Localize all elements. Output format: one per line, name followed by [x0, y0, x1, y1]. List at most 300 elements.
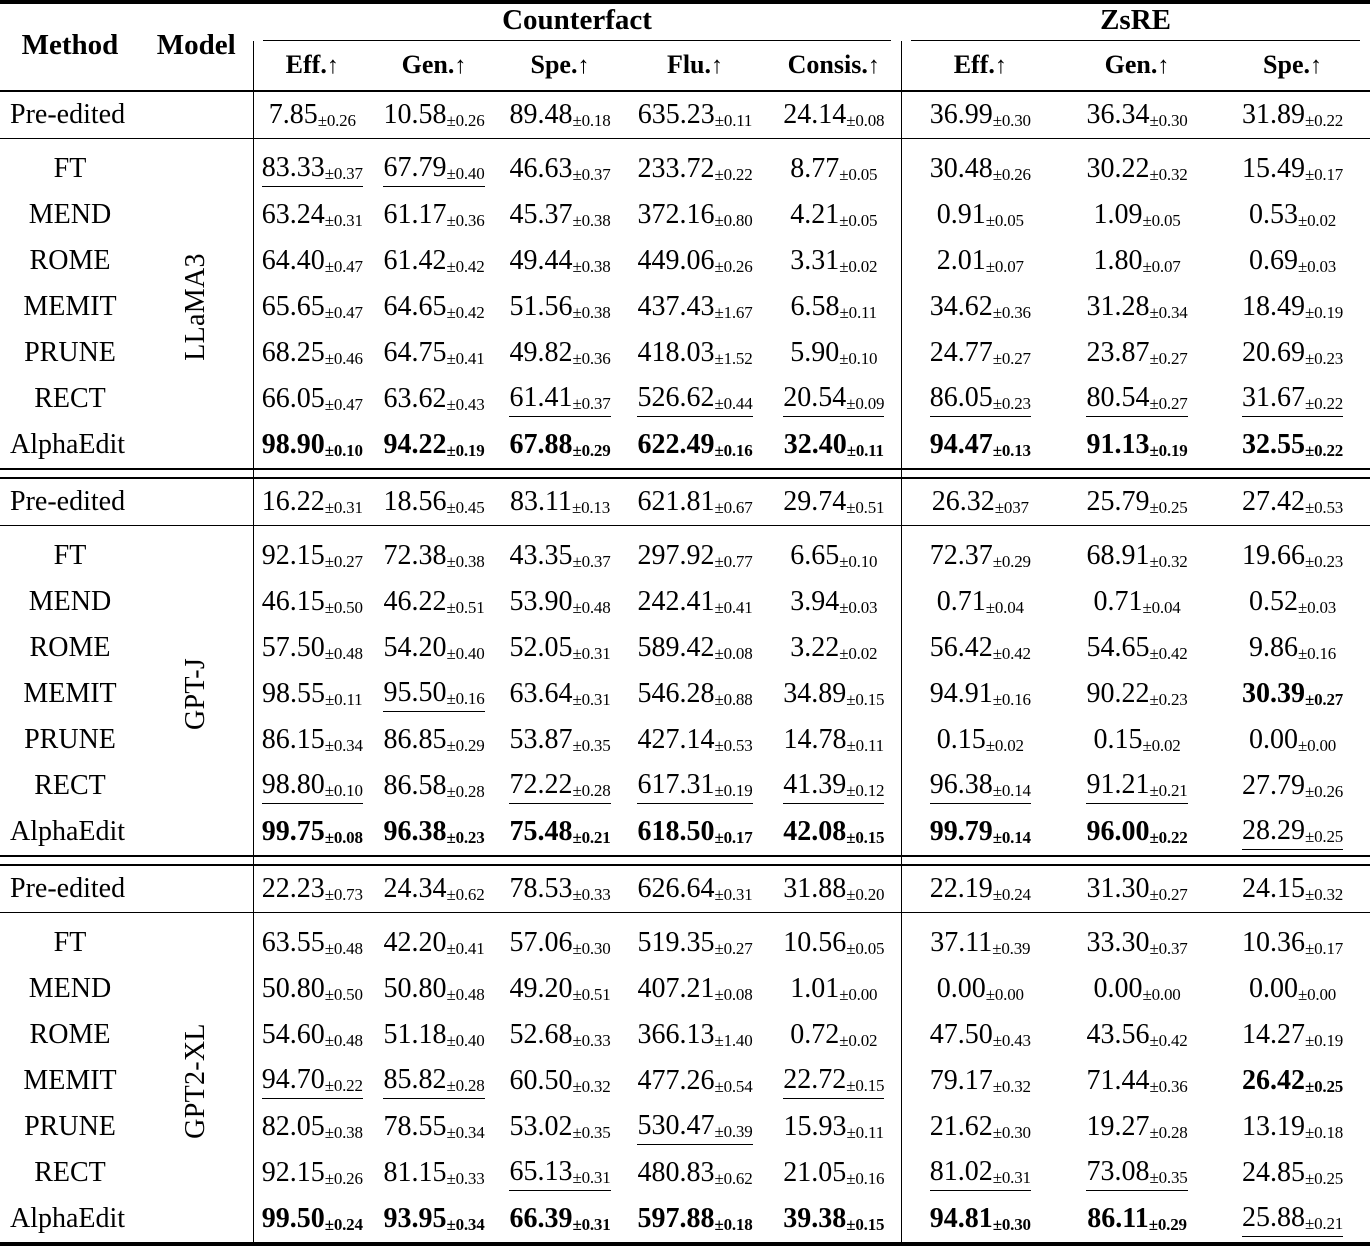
cell-stddev: ±0.00: [985, 985, 1024, 1004]
cell-stddev: ±0.25: [1304, 1077, 1344, 1096]
method-label: MEMIT: [23, 291, 117, 322]
cell-value: [1059, 865, 1215, 913]
cell-stddev: ±0.29: [572, 441, 611, 460]
cell-stddev: ±0.29: [992, 552, 1031, 571]
cell-value: [623, 92, 767, 139]
cell-stddev: ±0.02: [1142, 736, 1181, 755]
cell-number: 617.31: [637, 768, 715, 800]
cell-value: [767, 533, 901, 579]
cell-value: [253, 330, 371, 376]
cell-number: 96.38: [383, 816, 447, 847]
cell-value: [253, 966, 371, 1012]
cell-number: 9.86: [1248, 632, 1298, 663]
cell-value: [901, 376, 1059, 422]
cell-stddev: ±0.35: [1149, 1167, 1188, 1187]
cell-number: 15.93: [783, 1111, 847, 1142]
cell-value: [1215, 192, 1370, 238]
cell-value: [1059, 717, 1215, 763]
cell-stddev: ±0.23: [992, 393, 1031, 413]
cell-number: 10.58: [383, 99, 447, 130]
header-col-counterfact-gen: Gen.↑: [401, 50, 467, 79]
cell-value: [371, 192, 497, 238]
table-row: [0, 533, 1370, 579]
cell-number: 7.85: [268, 99, 318, 130]
cell-value: [623, 1104, 767, 1150]
method-label: FT: [53, 153, 87, 184]
cell-stddev: ±0.05: [985, 211, 1024, 230]
cell-number: 14.27: [1241, 1019, 1305, 1050]
spacer-cell: [623, 139, 767, 146]
cell-value: [371, 238, 497, 284]
cell-stddev: ±0.29: [446, 736, 485, 755]
cell-number: 89.48: [509, 99, 573, 130]
cell-number: 53.90: [509, 586, 573, 617]
cell-value: [1215, 625, 1370, 671]
spacer-cell: [371, 139, 497, 146]
cell-number: 46.22: [383, 586, 447, 617]
cell-value: [767, 717, 901, 763]
cell-number: 480.83: [637, 1157, 715, 1188]
method-label: PRUNE: [24, 1111, 116, 1142]
cell-number: 6.58: [790, 291, 840, 322]
cell-value: [767, 330, 901, 376]
cell-number: 64.65: [383, 291, 447, 322]
cell-value: [767, 1150, 901, 1196]
model-name: GPT2-XL: [180, 1023, 212, 1139]
cell-stddev: ±0.30: [992, 1215, 1031, 1234]
cell-stddev: ±0.37: [572, 393, 611, 413]
cell-number: 19.27: [1086, 1111, 1150, 1142]
header-col-counterfact-eff: Eff.↑: [253, 41, 371, 91]
rule-cell: [253, 1242, 371, 1244]
cell-stddev: ±0.14: [992, 780, 1031, 800]
cell-number: 18.56: [383, 486, 447, 517]
cell-number: 31.88: [783, 873, 847, 904]
cell-value: [1059, 625, 1215, 671]
cell-value: [767, 422, 901, 469]
cell-value: [901, 1196, 1059, 1242]
rule-cell: [0, 469, 140, 478]
cell-stddev: ±0.16: [714, 441, 753, 460]
spacer-cell: [140, 913, 253, 920]
header-col-zsre-eff: Eff.↑: [901, 41, 1059, 91]
cell-value: [497, 809, 623, 856]
cell-number: 86.58: [383, 770, 447, 801]
cell-value: [767, 763, 901, 809]
rule-cell: [140, 856, 253, 865]
cell-number: 26.32: [931, 486, 995, 517]
cell-value: [623, 625, 767, 671]
spacer-cell: [1059, 913, 1215, 920]
cell-number: 5.90: [790, 337, 840, 368]
cell-value: [371, 284, 497, 330]
cell-value: [497, 478, 623, 526]
cell-stddev: ±0.26: [992, 165, 1031, 184]
cell-value: [767, 579, 901, 625]
rule-cell: [0, 1242, 140, 1244]
cell-number: 68.25: [261, 337, 325, 368]
cell-stddev: ±0.31: [572, 1167, 611, 1187]
cell-value: [623, 1058, 767, 1104]
cell-value: [253, 1012, 371, 1058]
cell-number: 34.89: [783, 678, 847, 709]
cell-value: [623, 533, 767, 579]
cell-stddev: ±0.48: [446, 985, 485, 1004]
rule-cell: [1059, 1242, 1215, 1244]
cell-number: 597.88: [637, 1203, 715, 1234]
cell-number: 3.94: [790, 586, 840, 617]
cell-value: [371, 1058, 497, 1104]
model-name: GPT-J: [180, 657, 212, 731]
cell-value: [901, 533, 1059, 579]
cell-value: [901, 1012, 1059, 1058]
rule-cell: [0, 856, 140, 865]
cell-value: [1215, 865, 1370, 913]
cell-number: 36.34: [1086, 99, 1150, 130]
cell-value: [371, 533, 497, 579]
cell-value: [767, 478, 901, 526]
cell-value: [623, 376, 767, 422]
cell-value: [901, 579, 1059, 625]
cell-number: 31.89: [1241, 99, 1305, 130]
cell-number: 82.05: [261, 1111, 325, 1142]
cell-stddev: ±0.51: [846, 498, 885, 517]
cell-number: 66.39: [509, 1203, 573, 1234]
cell-number: 68.91: [1086, 540, 1150, 571]
spacer-cell: [1215, 526, 1370, 533]
cell-number: 83.33: [261, 151, 325, 183]
cell-number: 54.20: [383, 632, 447, 663]
cell-stddev: ±0.11: [325, 690, 363, 709]
cell-number: 81.15: [383, 1157, 447, 1188]
cell-value: [901, 146, 1059, 192]
cell-number: 67.79: [383, 151, 447, 183]
cell-value: [497, 422, 623, 469]
cell-number: 57.50: [261, 632, 325, 663]
cell-stddev: ±0.19: [1304, 303, 1344, 322]
cell-number: 72.37: [929, 540, 993, 571]
cell-stddev: ±0.10: [839, 349, 878, 368]
cell-number: 8.77: [790, 153, 840, 184]
table-row: [0, 920, 1370, 966]
method-label: AlphaEdit: [10, 1203, 126, 1234]
cell-stddev: ±0.18: [714, 1215, 753, 1234]
cell-stddev: ±0.04: [985, 598, 1024, 617]
table-row-pre-edited: [0, 865, 1370, 913]
spacer-row: [0, 526, 1370, 533]
header-group-row: [0, 2, 1370, 39]
cell-number: 96.00: [1086, 816, 1150, 847]
cell-stddev: ±0.47: [324, 395, 363, 414]
cell-number: 0.53: [1248, 199, 1298, 230]
cell-number: 20.69: [1241, 337, 1305, 368]
model-label-cell: [140, 920, 253, 1242]
double-rule-row: [0, 856, 1370, 865]
cell-stddev: ±0.48: [324, 939, 363, 958]
cell-number: 30.39: [1241, 678, 1305, 709]
cell-stddev: ±0.15: [846, 828, 885, 847]
cell-value: [1059, 146, 1215, 192]
cell-value: [767, 809, 901, 856]
cell-stddev: ±0.67: [714, 498, 753, 517]
cell-number: 30.22: [1086, 153, 1150, 184]
cell-number: 93.95: [383, 1203, 447, 1234]
cell-number: 67.88: [509, 429, 573, 460]
cell-stddev: ±0.02: [839, 644, 878, 663]
cell-value: [371, 809, 497, 856]
cell-stddev: ±0.26: [317, 111, 356, 130]
cell-value: [253, 920, 371, 966]
cell-number: 0.72: [790, 1019, 840, 1050]
cell-stddev: ±0.28: [446, 782, 485, 801]
cell-number: 3.31: [790, 245, 840, 276]
cell-value: [1059, 920, 1215, 966]
cell-number: 80.54: [1086, 381, 1150, 413]
cell-number: 53.87: [509, 724, 573, 755]
cell-value: [497, 1104, 623, 1150]
cell-value: [1215, 146, 1370, 192]
cell-stddev: ±0.22: [714, 165, 753, 184]
cell-value: [497, 533, 623, 579]
bottom-rule-row: [0, 1242, 1370, 1244]
spacer-cell: [901, 139, 1059, 146]
cell-number: 1.09: [1093, 199, 1143, 230]
cell-stddev: ±0.39: [714, 1121, 753, 1141]
cell-number: 24.85: [1241, 1157, 1305, 1188]
spacer-cell: [767, 139, 901, 146]
cell-value: [1215, 422, 1370, 469]
cell-number: 34.62: [929, 291, 993, 322]
cell-number: 0.91: [936, 199, 986, 230]
cell-stddev: ±0.34: [1149, 303, 1188, 322]
cell-stddev: ±1.52: [714, 349, 753, 368]
method-label: FT: [53, 927, 87, 958]
cell-stddev: ±0.31: [714, 885, 753, 904]
cell-value: [371, 625, 497, 671]
method-label: MEND: [28, 586, 112, 617]
cell-stddev: ±0.28: [572, 780, 611, 800]
cell-value: [253, 192, 371, 238]
rule-cell: [1215, 1242, 1370, 1244]
up-arrow-icon: ↑: [994, 53, 1007, 79]
cell-stddev: ±0.32: [572, 1077, 611, 1096]
cell-stddev: ±0.16: [846, 1169, 885, 1188]
cell-stddev: ±0.53: [714, 736, 753, 755]
cell-stddev: ±0.35: [572, 736, 611, 755]
cell-value: [1059, 966, 1215, 1012]
rule-cell: [497, 1242, 623, 1244]
cell-number: 233.72: [637, 153, 715, 184]
cell-stddev: ±037: [994, 498, 1029, 517]
cell-number: 24.77: [929, 337, 993, 368]
cell-value: [623, 478, 767, 526]
cell-number: 407.21: [637, 973, 715, 1004]
method-label: MEND: [28, 199, 112, 230]
cell-number: 0.00: [1248, 973, 1298, 1004]
cell-value: [1215, 809, 1370, 856]
cell-number: 52.68: [509, 1019, 573, 1050]
cell-stddev: ±0.27: [324, 552, 363, 571]
cell-stddev: ±0.24: [324, 1215, 363, 1234]
cell-stddev: ±0.31: [324, 211, 363, 230]
cell-number: 618.50: [637, 816, 715, 847]
cell-stddev: ±0.43: [992, 1031, 1031, 1050]
cell-number: 27.42: [1241, 486, 1305, 517]
cell-stddev: ±0.27: [1149, 349, 1188, 368]
cell-value: [371, 478, 497, 526]
cell-number: 94.22: [383, 429, 447, 460]
cell-stddev: ±0.03: [1297, 598, 1337, 617]
cell-number: 0.15: [1093, 724, 1143, 755]
rule-cell: [767, 469, 901, 478]
rule-cell: [623, 856, 767, 865]
cell-stddev: ±0.31: [992, 1167, 1031, 1187]
cell-number: 61.41: [509, 381, 573, 413]
cell-value: [497, 1196, 623, 1242]
cell-value: [371, 920, 497, 966]
rule-cell: [623, 1242, 767, 1244]
cell-stddev: ±0.36: [1149, 1077, 1188, 1096]
rule-cell: [1215, 469, 1370, 478]
cell-stddev: ±0.38: [324, 1123, 363, 1142]
model-label-cell: [140, 533, 253, 856]
cell-stddev: ±0.11: [846, 1123, 884, 1142]
cell-stddev: ±0.18: [572, 111, 611, 130]
cell-stddev: ±0.13: [571, 498, 611, 517]
cell-stddev: ±0.41: [714, 598, 753, 617]
cell-number: 15.49: [1241, 153, 1305, 184]
cell-stddev: ±0.25: [1149, 498, 1188, 517]
cell-number: 72.38: [383, 540, 447, 571]
cell-stddev: ±0.88: [714, 690, 753, 709]
table-row: [0, 146, 1370, 192]
table-header: [0, 2, 1370, 91]
cell-value: [767, 671, 901, 717]
cell-stddev: ±0.25: [1304, 826, 1344, 846]
cell-value: [253, 579, 371, 625]
cell-stddev: ±0.34: [446, 1123, 485, 1142]
cell-value: [253, 238, 371, 284]
cell-stddev: ±0.09: [846, 393, 885, 413]
cell-value: [1059, 284, 1215, 330]
cell-stddev: ±0.22: [324, 1075, 363, 1095]
cell-value: [901, 763, 1059, 809]
cell-value: [623, 865, 767, 913]
cell-value: [1059, 192, 1215, 238]
rule-cell: [901, 856, 1059, 865]
cell-stddev: ±0.28: [446, 1075, 485, 1095]
cell-number: 0.71: [936, 586, 986, 617]
header-col-counterfact-consis: Consis.↑: [787, 50, 880, 79]
cell-value: [901, 92, 1059, 139]
spacer-cell: [1059, 139, 1215, 146]
table-body: [0, 91, 1370, 1244]
cell-value: [371, 330, 497, 376]
cell-number: 41.39: [783, 768, 847, 800]
cell-number: 626.64: [637, 873, 715, 904]
cell-number: 98.90: [261, 429, 325, 460]
cell-stddev: ±0.03: [1297, 257, 1337, 276]
rule-cell: [901, 469, 1059, 478]
cell-value: [901, 865, 1059, 913]
cell-stddev: ±0.44: [714, 393, 753, 413]
cell-number: 86.05: [929, 381, 993, 413]
cell-stddev: ±0.19: [446, 441, 485, 460]
cell-stddev: ±0.42: [1149, 644, 1188, 663]
spacer-cell: [497, 139, 623, 146]
cell-stddev: ±0.26: [324, 1169, 363, 1188]
cell-stddev: ±0.27: [992, 349, 1031, 368]
rule-cell: [767, 856, 901, 865]
cell-value: [497, 920, 623, 966]
cell-stddev: ±0.37: [572, 165, 611, 184]
double-rule-row: [0, 469, 1370, 478]
spacer-cell: [767, 526, 901, 533]
spacer-cell: [1215, 139, 1370, 146]
cell-number: 22.23: [261, 873, 325, 904]
rule-cell: [1059, 856, 1215, 865]
method-label: AlphaEdit: [10, 816, 126, 847]
cell-stddev: ±0.42: [992, 644, 1031, 663]
cell-stddev: ±0.51: [572, 985, 611, 1004]
cell-stddev: ±0.32: [992, 1077, 1031, 1096]
cell-stddev: ±0.00: [1297, 985, 1337, 1004]
cell-number: 621.81: [637, 486, 715, 517]
cell-value: [623, 920, 767, 966]
spacer-cell: [0, 526, 140, 533]
spacer-cell: [0, 913, 140, 920]
cell-stddev: ±0.15: [846, 1215, 885, 1234]
cell-number: 86.11: [1087, 1203, 1149, 1234]
cell-number: 92.15: [261, 1157, 325, 1188]
table-row-pre-edited: [0, 92, 1370, 139]
cell-stddev: ±0.30: [1149, 111, 1188, 130]
cell-stddev: ±0.16: [1297, 644, 1337, 663]
rule-cell: [371, 1242, 497, 1244]
cell-number: 66.05: [261, 383, 325, 414]
method-label: RECT: [34, 770, 106, 801]
header-col-counterfact-spe: Spe.↑: [530, 50, 590, 79]
cell-value: [1215, 478, 1370, 526]
cell-value: [901, 1104, 1059, 1150]
cell-value: [253, 422, 371, 469]
cell-number: 4.21: [790, 199, 840, 230]
cell-stddev: ±0.22: [1304, 393, 1344, 413]
cell-number: 99.75: [261, 816, 325, 847]
cell-number: 22.72: [783, 1063, 847, 1095]
cell-number: 99.79: [929, 816, 993, 847]
cell-value: [901, 966, 1059, 1012]
cell-stddev: ±0.32: [1149, 165, 1188, 184]
cell-stddev: ±0.10: [324, 780, 363, 800]
cell-value: [1059, 422, 1215, 469]
cell-value: [767, 238, 901, 284]
cell-stddev: ±0.50: [324, 985, 363, 1004]
cell-number: 37.11: [930, 927, 993, 958]
cell-value: [767, 1058, 901, 1104]
cell-number: 0.52: [1248, 586, 1298, 617]
cell-number: 92.15: [261, 540, 325, 571]
cell-value: [1059, 763, 1215, 809]
cell-value: [1059, 1012, 1215, 1058]
cell-value: [623, 809, 767, 856]
cell-number: 21.05: [783, 1157, 847, 1188]
cell-value: [371, 422, 497, 469]
cell-number: 73.08: [1086, 1155, 1150, 1187]
cell-value: [371, 579, 497, 625]
spacer-cell: [371, 913, 497, 920]
cell-value: [1215, 1104, 1370, 1150]
